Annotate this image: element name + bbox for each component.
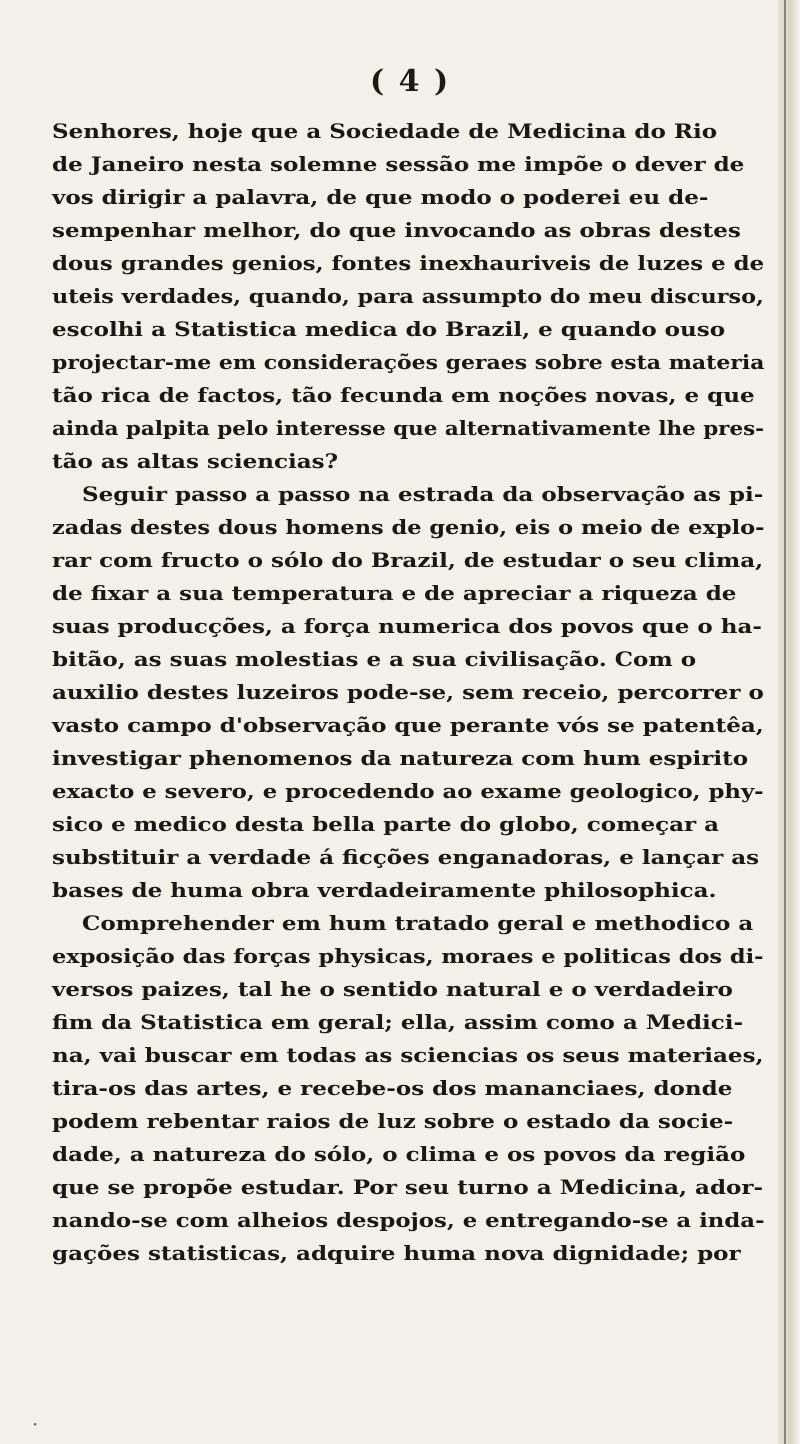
text-line: suas producções, a força numerica dos povos que o ha- xyxy=(52,615,762,638)
text-line: investigar phenomenos da natureza com hum espirito xyxy=(52,747,749,770)
text-line: que se propõe estudar. Por seu turno a Medicina, ador- xyxy=(52,1176,764,1199)
text-line: bases de huma obra verdadeiramente philosophica. xyxy=(52,879,717,902)
text-line: exacto e severo, e procedendo ao exame geologico, phy- xyxy=(52,780,764,803)
text-line: substituir a verdade á ficções enganadoras, e lançar as xyxy=(52,846,760,869)
text-line: vos dirigir a palavra, de que modo o poderei eu de- xyxy=(52,186,709,209)
text-line: na, vai buscar em todas as sciencias os seus materiaes, xyxy=(52,1044,764,1067)
text-line: auxilio destes luzeiros pode-se, sem receio, percorrer o xyxy=(52,681,764,704)
text-line: versos paizes, tal he o sentido natural e o verdadeiro xyxy=(52,978,733,1001)
text-line: Seguir passo a passo na estrada da observação as pi- xyxy=(82,483,764,506)
text-line: vasto campo d'observação que perante vós se patentêa, xyxy=(52,714,764,737)
text-line: bitão, as suas molestias e a sua civilisação. Com o xyxy=(52,648,697,671)
margin-mark: · xyxy=(32,1412,39,1436)
page-number: ( 4 ) xyxy=(370,64,451,99)
text-line: de Janeiro nesta solemne sessão me impõe o dever de xyxy=(52,153,745,176)
text-line: rar com fructo o sólo do Brazil, de estudar o seu clima, xyxy=(52,549,764,572)
text-line: dous grandes genios, fontes inexhauriveis de luzes e de xyxy=(52,252,765,275)
text-line: sempenhar melhor, do que invocando as obras destes xyxy=(52,219,741,242)
text-line: fim da Statistica em geral; ella, assim como a Medici- xyxy=(52,1011,744,1034)
text-line: exposição das forças physicas, moraes e politicas dos di- xyxy=(52,945,764,968)
text-line: de fixar a sua temperatura e de apreciar a riqueza de xyxy=(52,582,737,605)
text-line: tira-os das artes, e recebe-os dos mananciaes, donde xyxy=(52,1077,733,1100)
text-line: sico e medico desta bella parte do globo, começar a xyxy=(52,813,720,836)
text-line: projectar-me em considerações geraes sobre esta materia xyxy=(52,351,765,374)
text-line: dade, a natureza do sólo, o clima e os povos da região xyxy=(52,1143,746,1166)
text-line: gações statisticas, adquire huma nova dignidade; por xyxy=(52,1242,741,1265)
text-line: Senhores, hoje que a Sociedade de Medicina do Rio xyxy=(52,120,718,143)
text-line: podem rebentar raios de luz sobre o estado da socie- xyxy=(52,1110,734,1133)
text-line: uteis verdades, quando, para assumpto do meu discurso, xyxy=(52,285,764,308)
text-line: escolhi a Statistica medica do Brazil, e quando ouso xyxy=(52,318,726,341)
text-line: ainda palpita pelo interesse que alternativamente lhe pres- xyxy=(52,417,765,440)
text-line: Comprehender em hum tratado geral e methodico a xyxy=(82,912,754,935)
text-line: zadas destes dous homens de genio, eis o meio de explo- xyxy=(52,516,765,539)
text-line: tão rica de factos, tão fecunda em noções novas, e que xyxy=(52,384,755,407)
text-line: tão as altas sciencias? xyxy=(52,450,339,473)
text-line: nando-se com alheios despojos, e entregando-se a inda- xyxy=(52,1209,765,1232)
